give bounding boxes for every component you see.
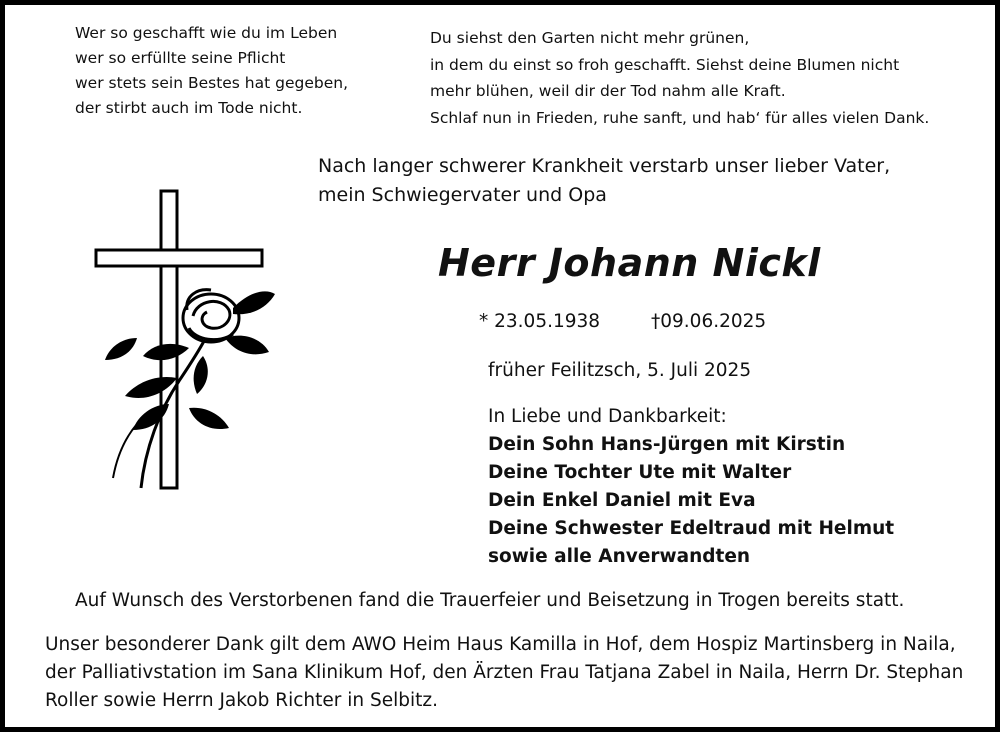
poem-left-line: Wer so geschafft wie du im Leben bbox=[75, 24, 338, 42]
announcement-line: mein Schwiegervater und Opa bbox=[318, 184, 607, 206]
thanks-paragraph bbox=[45, 631, 963, 715]
death-date: †09.06.2025 bbox=[651, 311, 767, 332]
poem-right-line: Du siehst den Garten nicht mehr grünen, bbox=[430, 29, 750, 47]
family-member: sowie alle Anverwandten bbox=[488, 546, 751, 567]
family-member: Deine Tochter Ute mit Walter bbox=[488, 462, 792, 483]
thanks-line: Roller sowie Herrn Jakob Richter in Selbitz. bbox=[45, 690, 438, 711]
poem-right-line: Schlaf nun in Frieden, ruhe sanft, und hab‘ für alles vielen Dank. bbox=[430, 108, 930, 127]
obituary-notice bbox=[5, 5, 995, 727]
thanks-line: der Palliativstation im Sana Klinikum Hof, den Ärzten Frau Tatjana Zabel in Naila, Herrn Dr. Stephan bbox=[45, 662, 964, 683]
birth-date: * 23.05.1938 bbox=[479, 311, 601, 332]
place-date: früher Feilitzsch, 5. Juli 2025 bbox=[488, 360, 752, 381]
poem-left-line: wer so erfüllte seine Pflicht bbox=[75, 49, 286, 67]
poem-left-line: der stirbt auch im Tode nicht. bbox=[75, 99, 303, 117]
poem-left-line: wer stets sein Bestes hat gegeben, bbox=[75, 74, 349, 92]
poem-right-line: in dem du einst so froh geschafft. Siehst deine Blumen nicht bbox=[430, 55, 900, 74]
cross-with-rose-icon bbox=[93, 188, 278, 493]
poem-left bbox=[75, 21, 348, 121]
thanks-line: Unser besonderer Dank gilt dem AWO Heim Haus Kamilla in Hof, dem Hospiz Martinsberg in Naila, bbox=[45, 634, 956, 655]
poem-right bbox=[430, 25, 929, 131]
announcement-line: Nach langer schwerer Krankheit verstarb unser lieber Vater, bbox=[318, 155, 891, 177]
announcement bbox=[318, 152, 890, 210]
poem-right-line: mehr blühen, weil dir der Tod nahm alle Kraft. bbox=[430, 82, 786, 100]
family-intro: In Liebe und Dankbarkeit: bbox=[488, 406, 727, 427]
family-member: Dein Sohn Hans-Jürgen mit Kirstin bbox=[488, 434, 846, 455]
deceased-name: Herr Johann Nickl bbox=[438, 241, 821, 285]
funeral-notice: Auf Wunsch des Verstorbenen fand die Trauerfeier und Beisetzung in Trogen bereits statt. bbox=[75, 590, 905, 611]
family-list bbox=[488, 403, 894, 571]
family-member: Dein Enkel Daniel mit Eva bbox=[488, 490, 756, 511]
family-member: Deine Schwester Edeltraud mit Helmut bbox=[488, 518, 895, 539]
